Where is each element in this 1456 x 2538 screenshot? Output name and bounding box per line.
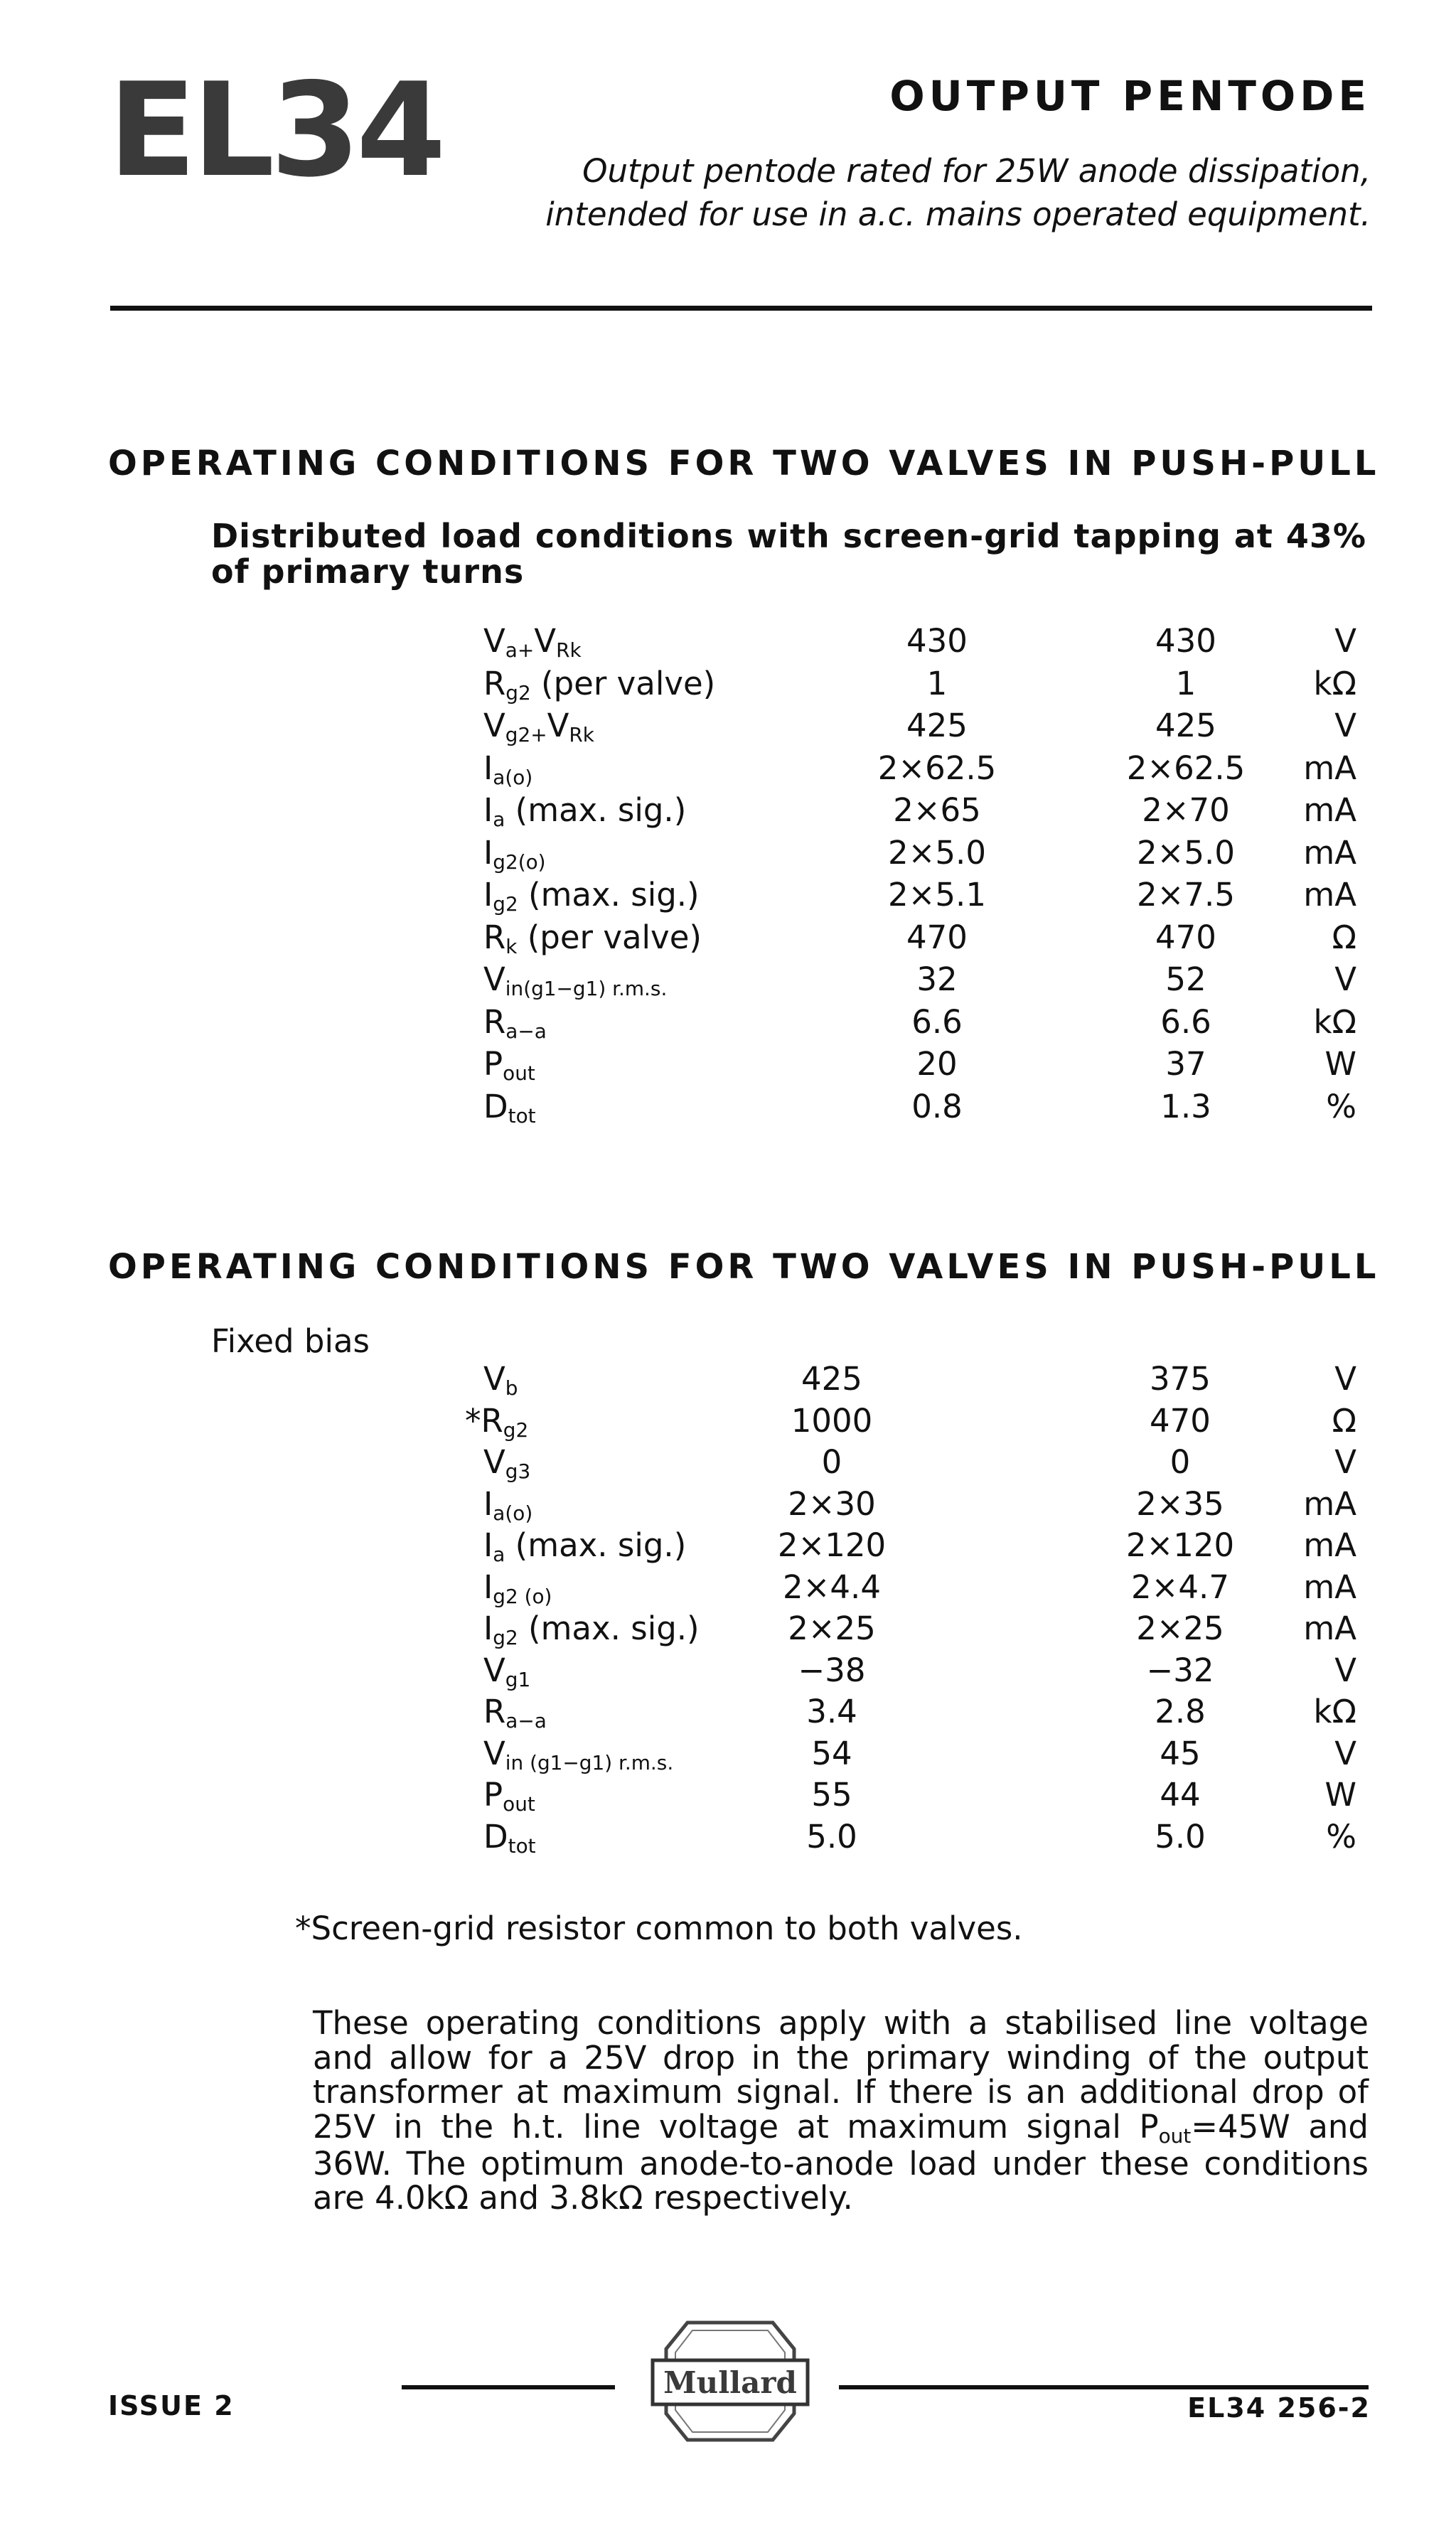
value-condition-2: 2×62.5 [1126, 749, 1246, 787]
parameter-symbol [483, 1086, 536, 1137]
value-condition-2: 425 [1155, 707, 1216, 744]
symbol-sym: R [483, 664, 506, 702]
document-type: OUTPUT PENTODE [889, 72, 1371, 120]
symbol-prefix: * [465, 1401, 481, 1440]
value-condition-2: 2×7.5 [1137, 876, 1235, 914]
unit: kΩ [1313, 1693, 1356, 1730]
symbol-sym: V [483, 1651, 505, 1689]
value-condition-1: 55 [811, 1776, 852, 1814]
unit: Ω [1332, 1401, 1356, 1440]
symbol-sub: a(o) [493, 1501, 533, 1525]
unit: mA [1303, 1568, 1356, 1606]
section-heading-fixed-bias: OPERATING CONDITIONS FOR TWO VALVES IN PUSH-PULL [108, 1247, 1380, 1287]
unit: V [1334, 1443, 1356, 1481]
value-condition-1: 32 [916, 960, 958, 998]
unit: kΩ [1313, 1002, 1356, 1041]
notes-subscript: out [1158, 2124, 1192, 2148]
table-row [0, 1774, 1456, 1816]
table-row [0, 1001, 1456, 1044]
symbol-rest: (per valve) [517, 918, 702, 956]
table-row [0, 1566, 1456, 1609]
unit: W [1324, 1776, 1356, 1814]
symbol-sub: g2 [503, 1418, 529, 1442]
unit: kΩ [1313, 664, 1356, 702]
table-row [0, 1691, 1456, 1733]
footnote: *Screen-grid resistor common to both valves. [295, 1910, 1023, 1947]
value-condition-1: 54 [811, 1734, 852, 1772]
value-condition-2: 430 [1155, 622, 1216, 660]
value-condition-2: −32 [1146, 1651, 1214, 1689]
symbol-sym2: V [534, 622, 557, 660]
symbol-sub: tot [508, 1833, 536, 1858]
symbol-sub: a+ [505, 638, 535, 662]
table-row [0, 747, 1456, 790]
value-condition-1: 5.0 [806, 1817, 857, 1856]
issue-label: ISSUE 2 [108, 2390, 235, 2421]
mullard-logo-text: Mullard [663, 2365, 797, 2400]
value-condition-2: 2×5.0 [1137, 833, 1235, 872]
unit: mA [1303, 1484, 1356, 1523]
symbol-sub: g2 (o) [493, 1584, 552, 1608]
symbol-sub: g2 [493, 891, 518, 916]
symbol-sub: b [505, 1376, 518, 1400]
symbol-sub: tot [508, 1103, 536, 1128]
table-row [0, 1086, 1456, 1128]
unit: mA [1303, 791, 1356, 829]
symbol-sym: I [483, 1610, 493, 1647]
value-condition-2: 2×25 [1136, 1610, 1224, 1647]
notes-text-1: These operating conditions apply with a stabilised line voltage and allow for a 25V drop in the primary winding of the output transformer at maximum signal. If there is an additional drop of 25V in the h.t. line voltage at maximum signal P [313, 2004, 1369, 2146]
footer-rule-right [839, 2385, 1369, 2389]
symbol-sub: in(g1−g1) r.m.s. [505, 976, 668, 1000]
value-condition-1: 2×30 [788, 1484, 876, 1523]
table-row [0, 1400, 1456, 1442]
unit: Ω [1332, 918, 1356, 956]
value-condition-2: 0 [1169, 1443, 1191, 1481]
section-heading-distributed-load: OPERATING CONDITIONS FOR TWO VALVES IN PUSH-PULL [108, 444, 1380, 483]
page-title: EL34 [108, 55, 442, 205]
table-row [0, 832, 1456, 874]
unit: V [1334, 622, 1356, 660]
value-condition-2: 1 [1175, 664, 1197, 702]
table-row [0, 705, 1456, 747]
value-condition-1: 0 [821, 1443, 842, 1481]
symbol-sym: I [483, 1526, 493, 1564]
unit: mA [1303, 833, 1356, 872]
symbol-sym: R [483, 1002, 506, 1041]
value-condition-2: 2×120 [1125, 1526, 1235, 1564]
unit: mA [1303, 749, 1356, 787]
value-condition-2: 2×35 [1136, 1484, 1224, 1523]
symbol-sym: V [483, 1360, 505, 1398]
table-row [0, 1607, 1456, 1650]
symbol-sub: g1 [505, 1667, 531, 1691]
symbol-sym: P [483, 1776, 503, 1814]
symbol-sub: out [503, 1061, 535, 1085]
symbol-sym: V [483, 1443, 505, 1481]
parameter-symbol [483, 1816, 536, 1868]
symbol-sub: a [493, 1542, 505, 1566]
value-condition-2: 1.3 [1160, 1087, 1211, 1125]
symbol-sub: g3 [505, 1459, 531, 1483]
value-condition-1: 2×5.0 [888, 833, 986, 872]
symbol-sub2: Rk [569, 722, 594, 746]
unit: mA [1303, 1610, 1356, 1647]
value-condition-2: 470 [1150, 1401, 1211, 1440]
value-condition-1: 1000 [791, 1401, 873, 1440]
value-condition-1: 20 [916, 1045, 958, 1083]
value-condition-2: 52 [1165, 960, 1206, 998]
unit: W [1324, 1045, 1356, 1083]
table-row [0, 789, 1456, 832]
symbol-sub: a(o) [493, 765, 533, 789]
symbol-sym: R [483, 918, 506, 956]
value-condition-2: 6.6 [1160, 1002, 1211, 1041]
symbol-sym: V [483, 960, 505, 998]
symbol-sym2: V [547, 707, 569, 744]
notes-text-2: =45W and 36W. The optimum anode-to-anode load under these conditions are 4.0kΩ and 3.8kΩ respectively. [313, 2107, 1369, 2217]
symbol-rest: (max. sig.) [505, 791, 687, 829]
symbol-sub: in (g1−g1) r.m.s. [505, 1750, 674, 1774]
symbol-sub: g2(o) [493, 850, 546, 874]
symbol-sub: g2 [493, 1625, 518, 1649]
symbol-sym: D [483, 1817, 508, 1856]
unit: % [1326, 1817, 1356, 1856]
value-condition-2: 375 [1150, 1360, 1211, 1398]
symbol-sym: R [483, 1693, 506, 1730]
value-condition-1: 470 [906, 918, 968, 956]
symbol-sym: I [483, 833, 493, 872]
header-divider [110, 306, 1372, 311]
value-condition-1: 425 [801, 1360, 862, 1398]
table-row [0, 1441, 1456, 1484]
symbol-sub: out [503, 1792, 535, 1816]
table-row [0, 1649, 1456, 1692]
notes-paragraph [313, 2006, 1369, 2216]
table-row [0, 916, 1456, 959]
unit: mA [1303, 876, 1356, 914]
unit: V [1334, 1734, 1356, 1772]
symbol-rest: (max. sig.) [518, 876, 700, 914]
unit: % [1326, 1087, 1356, 1125]
unit: V [1334, 1651, 1356, 1689]
value-condition-2: 44 [1160, 1776, 1201, 1814]
symbol-sub: a−a [505, 1019, 547, 1043]
value-condition-1: 2×65 [893, 791, 981, 829]
section-intro-fixed-bias: Fixed bias [211, 1322, 370, 1360]
symbol-sym: P [483, 1045, 503, 1083]
table-row [0, 1043, 1456, 1086]
symbol-sym: I [483, 876, 493, 914]
symbol-sym: V [483, 622, 505, 660]
unit: V [1334, 1360, 1356, 1398]
symbol-sym: I [483, 749, 493, 787]
symbol-sub: a [493, 807, 505, 831]
unit: V [1334, 707, 1356, 744]
symbol-sym: D [483, 1087, 508, 1125]
value-condition-1: 2×5.1 [888, 876, 986, 914]
value-condition-1: 2×25 [788, 1610, 876, 1647]
value-condition-2: 2×70 [1142, 791, 1230, 829]
value-condition-1: 2×120 [777, 1526, 887, 1564]
table-row [0, 958, 1456, 1001]
value-condition-2: 37 [1165, 1045, 1206, 1083]
unit: mA [1303, 1526, 1356, 1564]
value-condition-1: 430 [906, 622, 968, 660]
value-condition-2: 45 [1160, 1734, 1201, 1772]
table-row [0, 1358, 1456, 1401]
value-condition-1: 2×62.5 [877, 749, 997, 787]
table-row [0, 663, 1456, 705]
symbol-sym: I [483, 1568, 493, 1606]
value-condition-2: 5.0 [1155, 1817, 1206, 1856]
table-row [0, 1483, 1456, 1526]
value-condition-1: 6.6 [911, 1002, 963, 1041]
table-row [0, 874, 1456, 916]
table-row [0, 1816, 1456, 1858]
symbol-sub: g2+ [505, 722, 547, 746]
symbol-sym: V [483, 707, 505, 744]
symbol-rest: (per valve) [530, 664, 716, 702]
symbol-rest: (max. sig.) [518, 1610, 700, 1647]
symbol-sub: k [505, 934, 518, 958]
symbol-sub: g2 [505, 680, 531, 705]
value-condition-1: 0.8 [911, 1087, 963, 1125]
symbol-sym: I [483, 1484, 493, 1523]
symbol-sub: a−a [505, 1708, 547, 1733]
section-intro-distributed-load: Distributed load conditions with screen-grid tapping at 43% of primary turns [211, 517, 1366, 591]
value-condition-1: 2×4.4 [783, 1568, 881, 1606]
value-condition-2: 2.8 [1155, 1693, 1206, 1730]
mullard-logo [648, 2319, 812, 2443]
symbol-rest: (max. sig.) [505, 1526, 687, 1564]
value-condition-1: 1 [926, 664, 948, 702]
value-condition-1: −38 [798, 1651, 866, 1689]
document-description: Output pentode rated for 25W anode dissipation, intended for use in a.c. mains operated equipment. [545, 152, 1371, 234]
table-row [0, 620, 1456, 663]
value-condition-2: 2×4.7 [1131, 1568, 1229, 1606]
table-row [0, 1524, 1456, 1567]
value-condition-1: 3.4 [806, 1693, 857, 1730]
document-reference: EL34 256-2 [1187, 2392, 1371, 2424]
symbol-sym: R [481, 1401, 503, 1440]
table-row [0, 1733, 1456, 1775]
symbol-sub2: Rk [556, 638, 582, 662]
unit: V [1334, 960, 1356, 998]
footer-rule-left [402, 2385, 615, 2389]
symbol-sym: V [483, 1734, 505, 1772]
value-condition-1: 425 [906, 707, 968, 744]
value-condition-2: 470 [1155, 918, 1216, 956]
symbol-sym: I [483, 791, 493, 829]
